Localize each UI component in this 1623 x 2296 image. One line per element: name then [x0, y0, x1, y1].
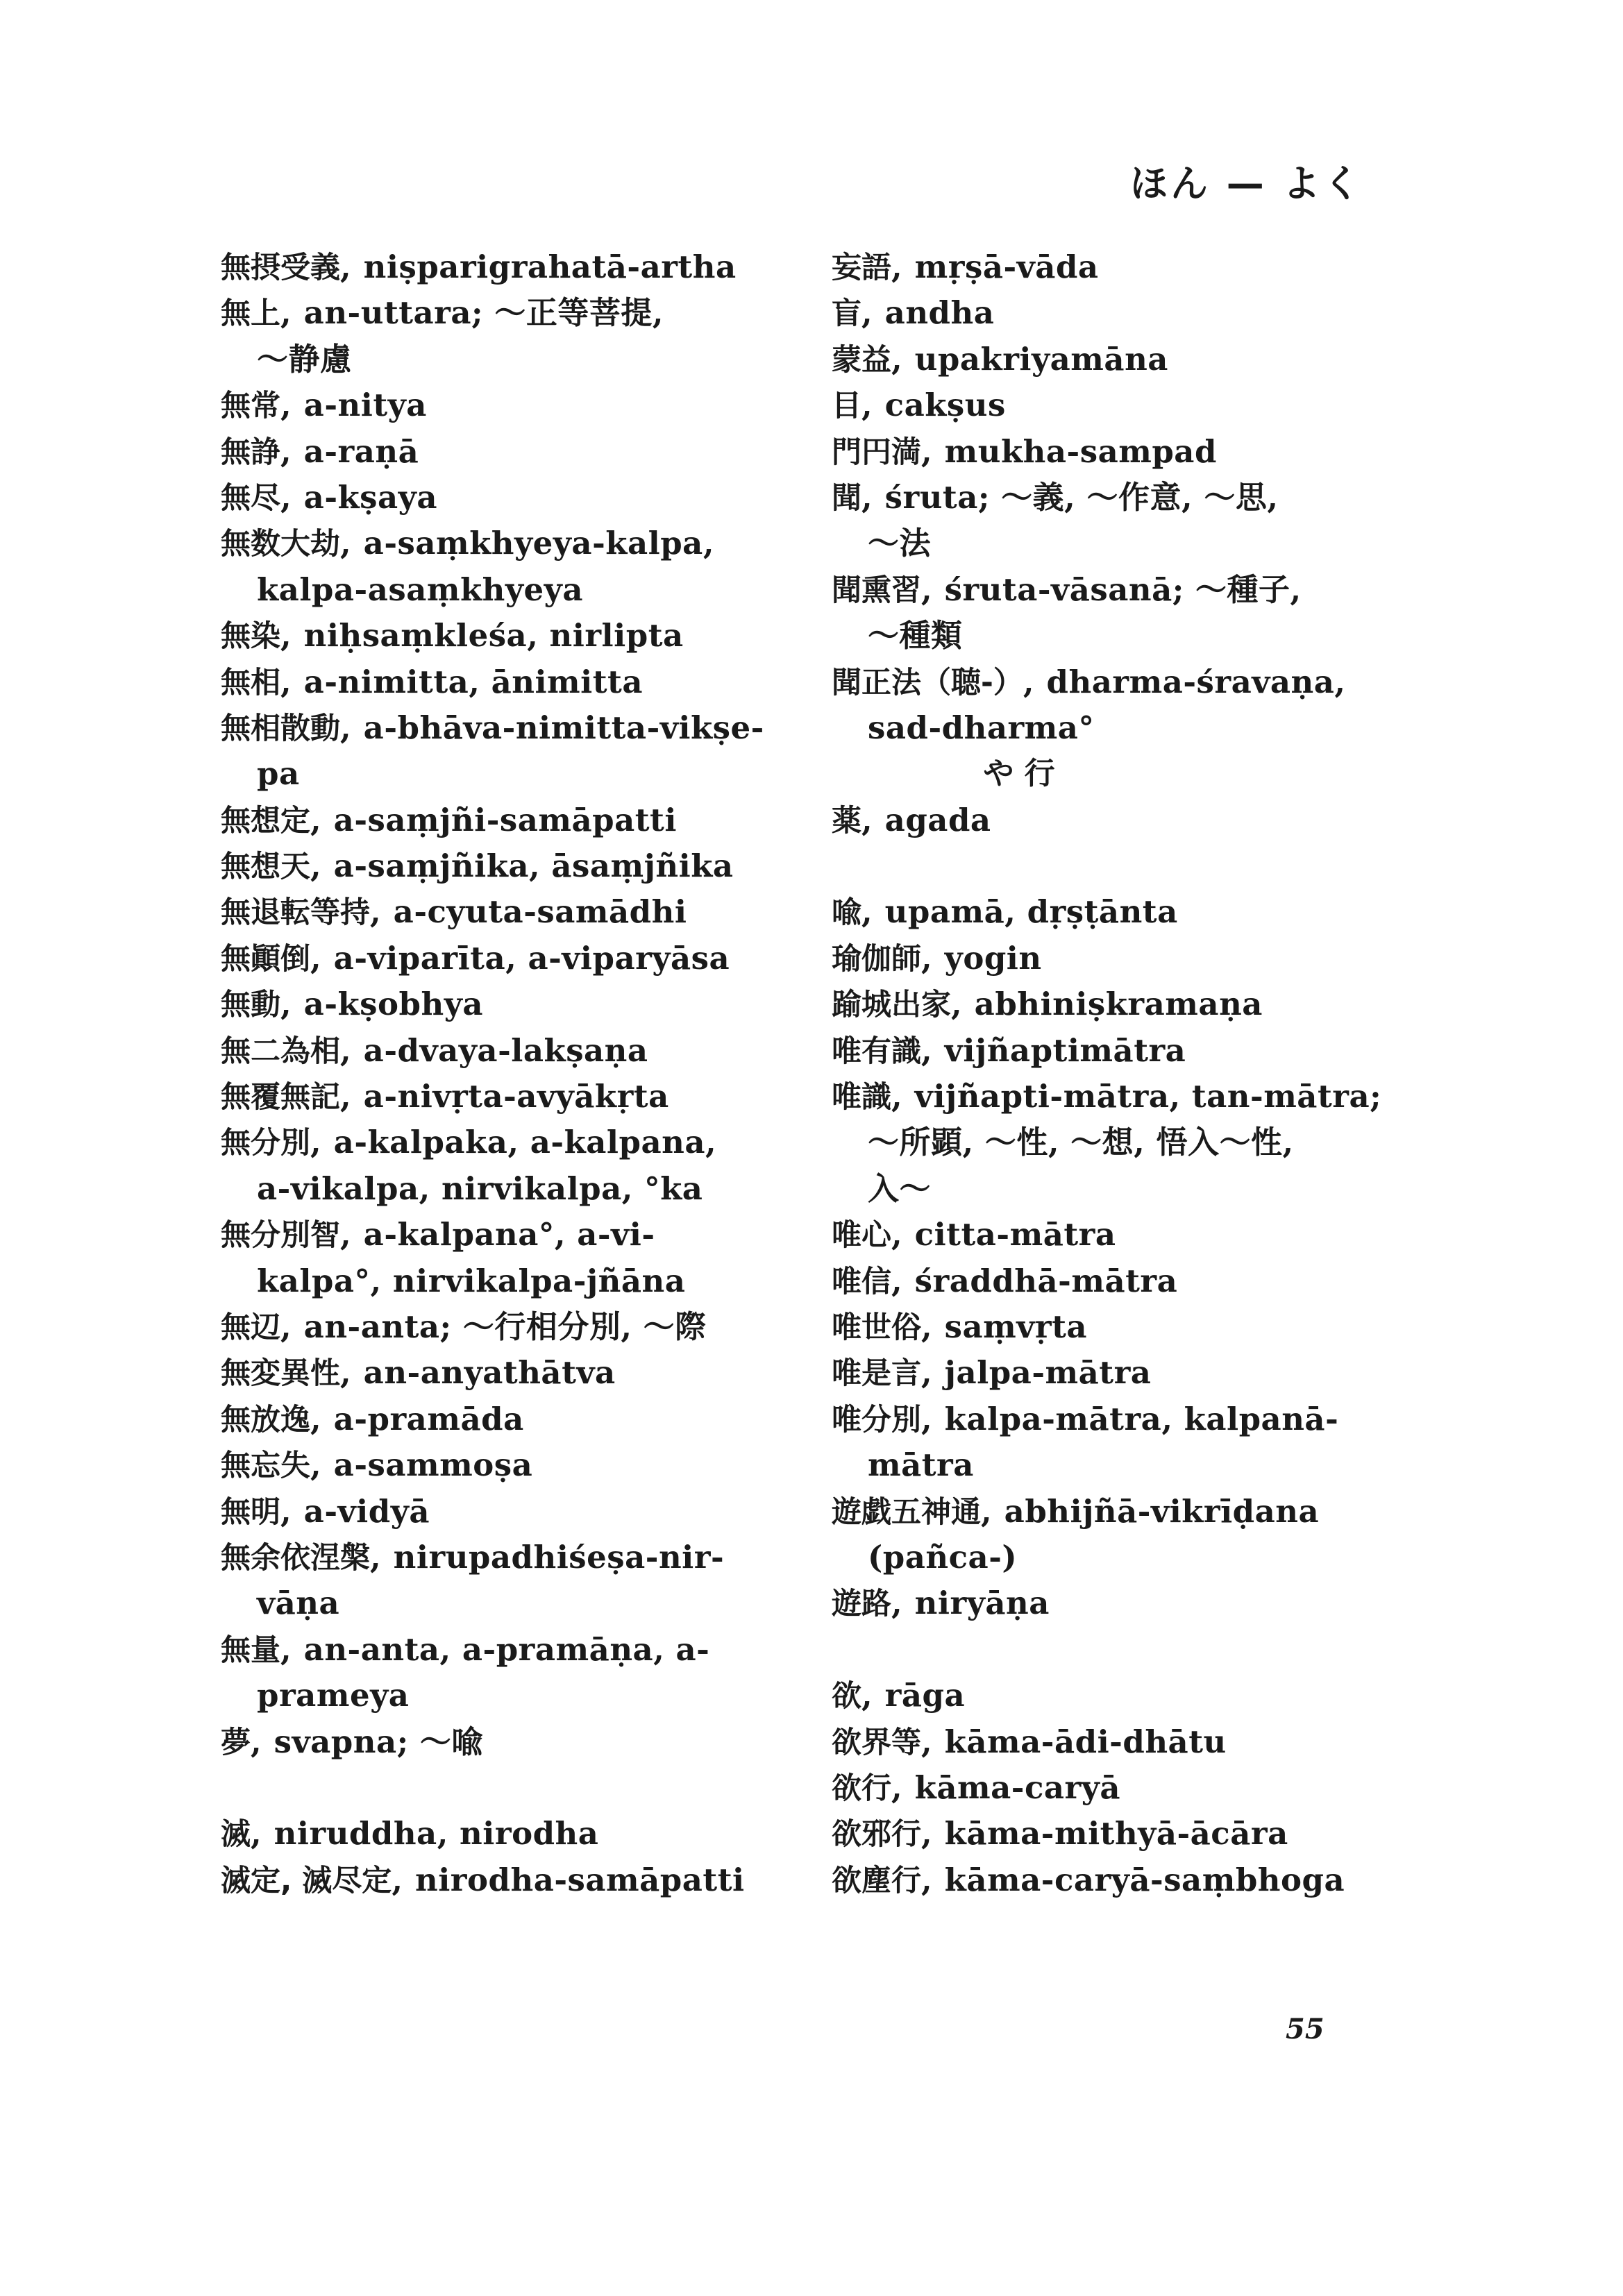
- dictionary-entry: [832, 1258, 1415, 1304]
- separator: ,: [340, 525, 351, 562]
- dictionary-entry: [832, 1489, 1415, 1535]
- dictionary-entry: [221, 659, 804, 705]
- japanese-term: 聞正法（聴-）: [832, 665, 1023, 700]
- separator: ,: [280, 387, 292, 424]
- dictionary-entry: [832, 567, 1415, 613]
- separator: ,: [370, 1538, 381, 1576]
- dictionary-entry: [832, 1304, 1415, 1350]
- japanese-term: 無顚倒: [221, 941, 310, 977]
- japanese-term: 無相散動: [221, 711, 340, 746]
- japanese-term: 唯信: [832, 1264, 891, 1299]
- sanskrit-term: abhijñā-vikrīḍana: [1004, 1492, 1320, 1530]
- sanskrit-term: pa: [257, 755, 300, 793]
- dictionary-entry: [832, 1719, 1415, 1765]
- separator: ,: [340, 248, 351, 285]
- sanskrit-term: kāma-ādi-dhātu: [944, 1723, 1227, 1760]
- dictionary-entry: [832, 475, 1415, 521]
- entry-continuation: [221, 567, 804, 613]
- dictionary-entry: [832, 889, 1415, 935]
- separator: ,: [310, 801, 321, 838]
- separator: ,: [861, 1677, 873, 1714]
- entry-continuation: [832, 613, 1415, 659]
- sanskrit-term: a-kṣobhya: [303, 986, 484, 1023]
- japanese-term: 無退転等持: [221, 895, 370, 931]
- sanskrit-term: agada: [884, 801, 991, 838]
- entry-continuation: [832, 705, 1415, 751]
- dictionary-entry: [221, 1396, 804, 1442]
- dictionary-entry: [221, 1535, 804, 1580]
- separator: ,: [280, 1492, 292, 1530]
- japanese-term: 瑜伽師: [832, 941, 921, 977]
- blank-line: [832, 843, 1415, 889]
- separator: ,: [891, 340, 902, 378]
- dictionary-entry: [832, 244, 1415, 290]
- japanese-term: 薬: [832, 803, 861, 838]
- sanskrit-term: a-nimitta, ānimitta: [303, 663, 643, 700]
- dictionary-entry: [832, 429, 1415, 475]
- separator: ,: [861, 387, 873, 424]
- japanese-term: 無諍: [221, 434, 280, 470]
- japanese-term: 喩: [832, 895, 861, 931]
- japanese-term: 無覆無記: [221, 1080, 340, 1115]
- japanese-term: 門円満: [832, 434, 921, 470]
- sanskrit-term: rāga: [884, 1677, 966, 1714]
- separator: ,: [280, 432, 292, 470]
- dictionary-entry: [221, 843, 804, 889]
- separator: ,: [340, 1216, 351, 1253]
- japanese-term: 無想定: [221, 803, 310, 838]
- separator: ,: [861, 893, 873, 931]
- dictionary-entry: [221, 1857, 804, 1903]
- sanskrit-term: saṃvṛta: [944, 1308, 1088, 1345]
- japanese-term: 無数大劫: [221, 527, 340, 562]
- dictionary-entry: [832, 337, 1415, 382]
- japanese-term: 無辺: [221, 1310, 280, 1345]
- page-number: 55: [1286, 2013, 1325, 2045]
- entry-continuation: [221, 337, 804, 382]
- japanese-term: 無忘失: [221, 1449, 310, 1484]
- dictionary-entry: [832, 1212, 1415, 1258]
- sanskrit-term: andha: [884, 294, 995, 332]
- sanskrit-term: a-nitya: [303, 387, 427, 424]
- japanese-term: 欲行: [832, 1771, 891, 1806]
- sanskrit-term: a-vikalpa, nirvikalpa, °ka: [257, 1170, 703, 1207]
- sanskrit-term: nirodha-samāpatti: [414, 1861, 745, 1898]
- sanskrit-term: a-nivṛta-avyākṛta: [363, 1078, 669, 1115]
- sanskrit-term: vijñaptimātra: [944, 1031, 1186, 1069]
- dictionary-entry: [221, 244, 804, 290]
- sanskrit-term: a-saṃkhyeya-kalpa,: [363, 525, 714, 562]
- separator: ,: [921, 1815, 932, 1852]
- sanskrit-term: kāma-mithyā-ācāra: [944, 1815, 1288, 1852]
- sanskrit-term: mukha-sampad: [944, 432, 1217, 470]
- separator: ,: [921, 1308, 932, 1345]
- japanese-term: 無染: [221, 619, 280, 655]
- japanese-term: 無変異性: [221, 1356, 340, 1392]
- separator: ,: [1023, 663, 1034, 700]
- separator: ,: [861, 478, 873, 516]
- japanese-term: 欲邪行: [832, 1817, 921, 1852]
- sanskrit-term: prameya: [257, 1677, 410, 1714]
- separator: ,: [861, 801, 873, 838]
- japanese-term: 聞熏習: [832, 573, 921, 608]
- entry-continuation: [221, 1673, 804, 1719]
- separator: ,: [921, 432, 932, 470]
- dictionary-entry: [832, 659, 1415, 705]
- sanskrit-term: niḥsaṃkleśa, nirlipta: [303, 617, 684, 655]
- entry-continuation: [221, 1258, 804, 1304]
- entry-continuation: [832, 521, 1415, 566]
- japanese-term: 唯是言: [832, 1356, 921, 1392]
- sanskrit-term: yogin: [944, 939, 1042, 977]
- dictionary-entry: [832, 1580, 1415, 1626]
- sanskrit-term: kāma-caryā-saṃbhoga: [944, 1861, 1345, 1898]
- japanese-term: 唯心: [832, 1218, 891, 1253]
- separator: ,: [251, 1815, 262, 1852]
- dictionary-entry: [221, 1212, 804, 1258]
- japanese-term: 無想天: [221, 850, 310, 885]
- dictionary-entry: [221, 1350, 804, 1396]
- section-heading: や 行: [983, 756, 1055, 792]
- sanskrit-term: ～静慮: [257, 340, 352, 378]
- running-head: ほん — よく: [1130, 162, 1363, 205]
- separator: ,: [310, 1446, 321, 1484]
- dictionary-entry: [221, 613, 804, 659]
- sanskrit-term: ～法: [868, 525, 932, 562]
- japanese-term: 無二為相: [221, 1033, 340, 1069]
- japanese-term: 無上: [221, 296, 280, 332]
- sanskrit-term: a-dvaya-lakṣaṇa: [363, 1031, 648, 1069]
- entry-continuation: [221, 751, 804, 797]
- separator: ,: [921, 1723, 932, 1760]
- entry-continuation: [832, 1166, 1415, 1212]
- separator: ,: [921, 1861, 932, 1898]
- japanese-term: 滅定, 滅尽定: [221, 1863, 392, 1898]
- japanese-term: 遊路: [832, 1587, 891, 1622]
- sanskrit-term: niryāṇa: [914, 1585, 1050, 1622]
- separator: ,: [921, 939, 932, 977]
- sanskrit-term: upamā, dṛṣṭānta: [884, 893, 1178, 931]
- dictionary-entry: [221, 1627, 804, 1673]
- japanese-term: 滅: [221, 1817, 251, 1852]
- dictionary-entry: [221, 290, 804, 336]
- sanskrit-term: a-cyuta-samādhi: [393, 893, 687, 931]
- entry-continuation: [221, 1580, 804, 1626]
- sanskrit-term: a-bhāva-nimitta-vikṣe-: [363, 709, 764, 746]
- entry-continuation: [832, 1442, 1415, 1488]
- sanskrit-term: sad-dharma°: [868, 709, 1095, 746]
- dictionary-entry: [221, 889, 804, 935]
- sanskrit-term: a-kalpana°, a-vi-: [363, 1216, 655, 1253]
- sanskrit-term: nirupadhiśeṣa-nir-: [393, 1538, 725, 1576]
- sanskrit-term: an-uttara; ～正等菩提,: [303, 294, 664, 332]
- separator: ,: [280, 617, 292, 655]
- sanskrit-term: an-anta; ～行相分別, ～際: [303, 1308, 707, 1345]
- sanskrit-term: kalpa-asaṃkhyeya: [257, 571, 583, 608]
- sanskrit-term: a-vidyā: [303, 1492, 430, 1530]
- japanese-term: 唯分別: [832, 1402, 921, 1437]
- japanese-term: 遊戯五神通: [832, 1494, 981, 1530]
- japanese-term: 欲塵行: [832, 1863, 921, 1898]
- separator: ,: [310, 1400, 321, 1437]
- japanese-term: 唯世俗: [832, 1310, 921, 1345]
- separator: ,: [981, 1492, 992, 1530]
- japanese-term: 無相: [221, 665, 280, 700]
- sanskrit-term: kalpa-mātra, kalpanā-: [944, 1400, 1339, 1437]
- entry-continuation: [832, 1535, 1415, 1580]
- separator: ,: [310, 847, 321, 885]
- sanskrit-term: niruddha, nirodha: [274, 1815, 599, 1852]
- dictionary-entry: [832, 936, 1415, 981]
- sanskrit-term: upakriyamāna: [914, 340, 1168, 378]
- dictionary-entry: [221, 1304, 804, 1350]
- japanese-term: 夢: [221, 1725, 251, 1760]
- dictionary-entry: [832, 1074, 1415, 1120]
- separator: ,: [951, 986, 962, 1023]
- dictionary-entry: [221, 1489, 804, 1535]
- dictionary-entry: [221, 521, 804, 566]
- sanskrit-term: svapna; ～喩: [274, 1723, 483, 1760]
- sanskrit-term: mātra: [868, 1446, 974, 1484]
- dictionary-entry: [221, 705, 804, 751]
- sanskrit-term: a-kṣaya: [303, 478, 437, 516]
- dictionary-entry: [221, 981, 804, 1027]
- separator: ,: [891, 1769, 902, 1806]
- sanskrit-term: śruta-vāsanā; ～種子,: [944, 571, 1302, 608]
- japanese-term: 無放逸: [221, 1402, 310, 1437]
- japanese-term: 妄語: [832, 251, 891, 285]
- separator: ,: [891, 1078, 902, 1115]
- sanskrit-term: śruta; ～義, ～作意, ～思,: [884, 478, 1279, 516]
- separator: ,: [340, 1354, 351, 1392]
- dictionary-entry: [832, 797, 1415, 843]
- dictionary-entry: [832, 1811, 1415, 1857]
- sanskrit-term: śraddhā-mātra: [914, 1262, 1178, 1299]
- separator: ,: [251, 1723, 262, 1760]
- dictionary-entry: [832, 1765, 1415, 1811]
- separator: ,: [370, 893, 381, 931]
- dictionary-entry: [221, 1442, 804, 1488]
- sanskrit-term: jalpa-mātra: [944, 1354, 1152, 1392]
- sanskrit-term: a-saṃjñika, āsaṃjñika: [333, 847, 734, 885]
- dictionary-entry: [832, 290, 1415, 336]
- separator: ,: [340, 709, 351, 746]
- separator: ,: [340, 1078, 351, 1115]
- separator: ,: [921, 571, 932, 608]
- japanese-term: 無動: [221, 988, 280, 1023]
- dictionary-entry: [832, 1350, 1415, 1396]
- dictionary-entry: [832, 1857, 1415, 1903]
- sanskrit-term: a-saṃjñi-samāpatti: [333, 801, 677, 838]
- japanese-term: 欲界等: [832, 1725, 921, 1760]
- separator: ,: [891, 1262, 902, 1299]
- sanskrit-term: a-pramāda: [333, 1400, 524, 1437]
- separator: ,: [861, 294, 873, 332]
- sanskrit-term: cakṣus: [884, 387, 1006, 424]
- entry-continuation: [832, 1120, 1415, 1165]
- separator: ,: [891, 1585, 902, 1622]
- dictionary-entry: [221, 429, 804, 475]
- dictionary-entry: [221, 1120, 804, 1165]
- sanskrit-term: mṛṣā-vāda: [914, 248, 1099, 285]
- dictionary-entry: [832, 1028, 1415, 1074]
- dictionary-entry: [832, 1673, 1415, 1719]
- sanskrit-term: niṣparigrahatā-artha: [363, 248, 737, 285]
- sanskrit-term: kalpa°, nirvikalpa-jñāna: [257, 1262, 686, 1299]
- sanskrit-term: an-anyathātva: [363, 1354, 616, 1392]
- sanskrit-term: an-anta, a-pramāṇa, a-: [303, 1630, 710, 1668]
- dictionary-entry: [221, 382, 804, 428]
- sanskrit-term: abhiniṣkramaṇa: [974, 986, 1263, 1023]
- separator: ,: [921, 1031, 932, 1069]
- japanese-term: 無分別智: [221, 1218, 340, 1253]
- blank-line: [832, 1627, 1415, 1673]
- separator: ,: [921, 1400, 932, 1437]
- separator: ,: [340, 1031, 351, 1069]
- separator: ,: [280, 986, 292, 1023]
- japanese-term: 蒙益: [832, 342, 891, 378]
- separator: ,: [280, 663, 292, 700]
- japanese-term: 無明: [221, 1494, 280, 1530]
- sanskrit-term: vijñapti-mātra, tan-mātra;: [914, 1078, 1382, 1115]
- sanskrit-term: ～所顕, ～性, ～想, 悟入～性,: [868, 1124, 1294, 1161]
- japanese-term: 聞: [832, 480, 861, 516]
- separator: ,: [891, 1216, 902, 1253]
- right-column: [832, 244, 1415, 1903]
- separator: ,: [310, 939, 321, 977]
- japanese-term: 欲: [832, 1679, 861, 1714]
- sanskrit-term: kāma-caryā: [914, 1769, 1121, 1806]
- separator: ,: [280, 1630, 292, 1668]
- japanese-term: 唯識: [832, 1080, 891, 1115]
- japanese-term: 無常: [221, 389, 280, 424]
- separator: ,: [280, 1308, 292, 1345]
- dictionary-entry: [221, 797, 804, 843]
- japanese-term: 無量: [221, 1632, 280, 1668]
- japanese-term: 唯有識: [832, 1033, 921, 1069]
- japanese-term: 無摂受義: [221, 251, 340, 285]
- sanskrit-term: a-viparīta, a-viparyāsa: [333, 939, 730, 977]
- sanskrit-term: 入～: [868, 1170, 932, 1207]
- separator: ,: [310, 1124, 321, 1161]
- japanese-term: 目: [832, 389, 861, 424]
- sanskrit-term: citta-mātra: [914, 1216, 1116, 1253]
- entry-continuation: [221, 1166, 804, 1212]
- dictionary-entry: [221, 1719, 804, 1765]
- sanskrit-term: vāṇa: [257, 1585, 340, 1622]
- dictionary-entry: [221, 1074, 804, 1120]
- japanese-term: 無分別: [221, 1126, 310, 1161]
- dictionary-entry: [832, 1396, 1415, 1442]
- dictionary-entry: [221, 1811, 804, 1857]
- sanskrit-term: a-kalpaka, a-kalpana,: [333, 1124, 717, 1161]
- japanese-term: 無余依涅槃: [221, 1540, 370, 1576]
- left-column: [221, 244, 804, 1903]
- sanskrit-term: dharma-śravaṇa,: [1046, 663, 1346, 700]
- dictionary-entry: [221, 936, 804, 981]
- dictionary-entry: [832, 981, 1415, 1027]
- sanskrit-term: (pañca-): [868, 1538, 1018, 1576]
- separator: ,: [891, 248, 902, 285]
- japanese-term: 無尽: [221, 480, 280, 516]
- separator: ,: [921, 1354, 932, 1392]
- dictionary-entry: [832, 382, 1415, 428]
- sanskrit-term: ～種類: [868, 617, 963, 655]
- japanese-term: 踰城出家: [832, 988, 951, 1023]
- japanese-term: 盲: [832, 296, 861, 332]
- separator: ,: [392, 1861, 403, 1898]
- dictionary-entry: [221, 475, 804, 521]
- separator: ,: [280, 478, 292, 516]
- sanskrit-term: a-sammoṣa: [333, 1446, 533, 1484]
- blank-line: [221, 1765, 804, 1811]
- separator: ,: [280, 294, 292, 332]
- dictionary-entry: [221, 1028, 804, 1074]
- sanskrit-term: a-raṇā: [303, 432, 419, 470]
